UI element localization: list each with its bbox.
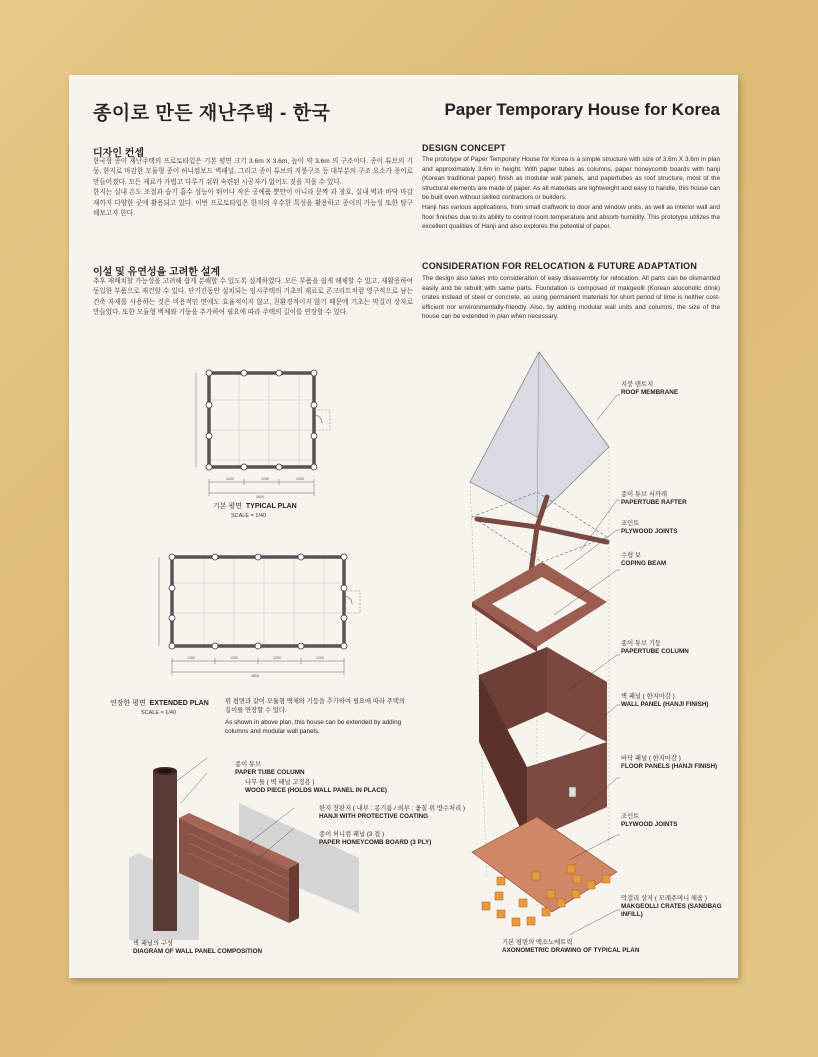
axo-label-floor-panels-ko: 바닥 패널 ( 한지마감 ): [621, 755, 681, 762]
axo-label-wall-panel-ko: 벽 패널 ( 한지마감 ): [621, 693, 675, 700]
axo-label-plywood-joints-bottom-en: PLYWOOD JOINTS: [621, 821, 678, 828]
axo-label-coping-beam-en: COPING BEAM: [621, 560, 667, 567]
wall-diagram-caption-ko: 벽 패널의 구성: [133, 940, 173, 947]
axo-label-plywood-joints-top: [621, 520, 677, 536]
extended-plan-label-ko: 연장한 평면: [110, 700, 146, 707]
axo-label-floor-panels: [621, 755, 717, 771]
typical-plan-label-en: TYPICAL PLAN: [245, 503, 297, 510]
axo-label-papertube-column: [621, 640, 689, 656]
axo-label-wall-panel-en: WALL PANEL (HANJI FINISH): [621, 701, 709, 708]
design-concept-body-en: The prototype of Paper Temporary House for Korea is a simple structure with size of 3.6m X 3.6m in plan and approximately 3.6m in height. With paper tubes as columns, paper honeycomb boards with hanji (Korean traditional paper) finish as modular wall panels, and papertubes as roof structure, most of the structural elements are made of paper. As all materials are lightweight and easy to handle, this house can be built even without skilled contractors or builders. Hanji has various applications, from small craftwork to door and window units, as well as interior wall and floor finishes due to its ability to control room temperature and absorb humidity. This prototype utilizes the excellent qualities of Hanji and also explores the potential of paper.: [422, 156, 720, 231]
wall-label-hanji-en: HANJI WITH PROTECTIVE COATING: [319, 813, 429, 820]
wall-label-wood-piece-en: WOOD PIECE (HOLDS WALL PANEL IN PLACE): [245, 787, 388, 794]
typical-plan-dim-2: 1200: [261, 477, 269, 481]
axo-label-wall-panel: [621, 693, 708, 709]
axo-label-papertube-column-ko: 종이 튜브 기둥: [621, 640, 661, 647]
axonometric-leader-lines: [589, 405, 689, 925]
extended-plan-label: [110, 700, 209, 708]
extended-plan-dim-1: 1200: [187, 656, 195, 660]
relocation-heading-en: CONSIDERATION FOR RELOCATION & FUTURE ADAPTATION: [422, 261, 698, 271]
typical-plan-dim-total: 3600: [256, 495, 264, 499]
wall-diagram-caption: [133, 940, 262, 956]
axo-label-papertube-column-en: PAPERTUBE COLUMN: [621, 648, 689, 655]
extended-plan-dim-3: 1200: [273, 656, 281, 660]
axo-label-makgeolli-crates-ko: 막걸리 상자 ( 모래주머니 채움 ): [621, 895, 707, 902]
wall-diagram-caption-en: DIAGRAM OF WALL PANEL COMPOSITION: [133, 948, 263, 955]
axo-label-coping-beam: [621, 552, 666, 568]
extended-plan-dim-4: 1200: [316, 656, 324, 660]
extended-plan-label-en: EXTENDED PLAN: [149, 700, 209, 707]
wall-label-paper-tube-en: PAPER TUBE COLUMN: [235, 769, 305, 776]
axo-label-plywood-joints-bottom: [621, 813, 677, 829]
extended-plan-note-en: As shown in above plan, this house can be extended by adding columns and modular wall panels.: [225, 719, 402, 735]
extended-plan-dim-2: 1200: [230, 656, 238, 660]
axonometric-caption-ko: 기본 평면의 엑소노메트릭: [502, 939, 573, 946]
wall-label-wood-piece-ko: 나무 틀 ( 벽 패널 고정용 ): [245, 779, 315, 786]
axo-label-plywood-joints-top-en: PLYWOOD JOINTS: [621, 528, 678, 535]
axo-label-papertube-rafter: [621, 491, 687, 507]
axo-label-roof-membrane-en: ROOF MEMBRANE: [621, 389, 679, 396]
poster-board: [69, 75, 738, 978]
axo-label-roof-membrane-ko: 지붕 텐트지: [621, 381, 654, 388]
wall-label-wood-piece: [245, 779, 387, 795]
extended-plan-note-ko: 위 평면과 같이 모듈형 벽체와 기둥을 추가하여 필요에 따라 주택의 길이를 연장할 수 있다.: [225, 698, 405, 714]
design-concept-heading-en: DESIGN CONCEPT: [422, 143, 506, 153]
axo-label-plywood-joints-top-ko: 조인트: [621, 520, 640, 527]
axo-label-papertube-rafter-en: PAPERTUBE RAFTER: [621, 499, 687, 506]
axo-label-coping-beam-ko: 수평 보: [621, 552, 641, 559]
wall-label-paper-tube: [235, 761, 305, 777]
axo-label-floor-panels-en: FLOOR PANELS (HANJI FINISH): [621, 763, 718, 770]
extended-plan-note: [225, 697, 405, 736]
design-concept-heading-ko: 디자인 컨셉: [93, 148, 145, 159]
typical-plan-drawing: [164, 355, 344, 515]
relocation-heading-ko: 이설 및 유연성을 고려한 설계: [93, 267, 221, 278]
wall-label-honeycomb-ko: 종이 허니컴 패널 (3 겹 ): [319, 831, 385, 838]
extended-plan-drawing: [149, 543, 379, 693]
poster-title-english: Paper Temporary House for Korea: [444, 100, 720, 119]
wall-label-hanji: [319, 805, 465, 821]
extended-plan-scale: SCALE = 1/40: [141, 710, 177, 716]
axonometric-caption: [502, 939, 639, 955]
wall-label-hanji-ko: 한지 장판지 ( 내부 : 콩기름 / 외부 : 옻칠 위 방수처리 ): [319, 805, 466, 812]
axo-label-roof-membrane: [621, 381, 678, 397]
typical-plan-dim-1: 1200: [226, 477, 234, 481]
relocation-body-en: The design also takes into consideration of easy disassembly for relocation. All parts can be dismantled easily and be rebuilt with same parts. Foundation is composed of makgeolli (Korean alocoholic drink) crates instead of steel or concrete, as using permanent materials for short period of time is neither cost-efficient nor environmentally-friendly. Also, by adding modular wall units and columns, the size of the house can be extended in plan when necessary.: [422, 275, 720, 321]
wall-label-honeycomb: [319, 831, 431, 847]
axo-label-plywood-joints-bottom-ko: 조인트: [621, 813, 640, 820]
axonometric-caption-en: AXONOMETRIC DRAWING OF TYPICAL PLAN: [502, 947, 640, 954]
design-concept-body-ko: 한국형 종이 재난주택의 프로토타입은 기본 평면 크기 3.6m X 3.6m, 높이 약 3.6m 의 구조이다. 종이 튜브의 기둥, 한지로 마감한 모듈형 종이 허니컴보드 벽패널, 그리고 종이 튜브의 지붕구조 등 대부분의 구조 요소가 종이로 만들어졌다. 모든 재료가 가볍고 다루기 쉬워 숙련된 시공자가 없어도 짓을 지을 수 있다. 한지는 실내 온도 조절과 습기 흡수 성능이 뛰어나 작은 공예품 뿐만이 아니라 문짝 과 창호, 실내 벽과 바닥 마감재까지 다양한 곳에 활용되고 있다. 이번 프로토타입은 한지의 우수한 특성을 활용하고 종이의 가능성 또한 탐구해보고자 한다.: [93, 158, 413, 218]
axo-label-makgeolli-crates-en: MAKGEOLLI CRATES (SANDBAG INFILL): [621, 903, 722, 918]
axo-label-makgeolli-crates: [621, 895, 738, 919]
wall-label-honeycomb-en: PAPER HONEYCOMB BOARD (3 PLY): [319, 839, 432, 846]
axo-label-papertube-rafter-ko: 종이 튜브 서까래: [621, 491, 668, 498]
typical-plan-label-ko: 기본 평면: [213, 503, 242, 510]
wall-label-paper-tube-ko: 종이 튜브: [235, 761, 262, 768]
poster-title-korean: 종이로 만든 재난주택 - 한국: [93, 103, 331, 124]
relocation-body-ko: 추후 재배치할 가능성을 고려해 쉽게 분해할 수 있도록 설계하였다. 모든 부품을 쉽게 해체할 수 있고, 재활용하여 동일한 부품으로 재건할 수 있다. 단기간동안 설치되는 임시주택의 기초의 재료로 콘크리트처럼 영구적으로 남는 건축 자재를 사용하는 것은 비용적인 면에도 효율적이지 않고, 친환경적이지 않기 때문에 기초는 막걸리 상자로 만들었다. 또한 모듈형 벽체와 기둥을 추가하여 필요에 따라 주택의 길이를 연장할 수 있다.: [93, 278, 413, 317]
typical-plan-dim-3: 1200: [296, 477, 304, 481]
typical-plan-label: [213, 503, 297, 511]
extended-plan-dim-total: 4800: [251, 674, 259, 678]
typical-plan-scale: SCALE = 1/40: [231, 513, 267, 519]
